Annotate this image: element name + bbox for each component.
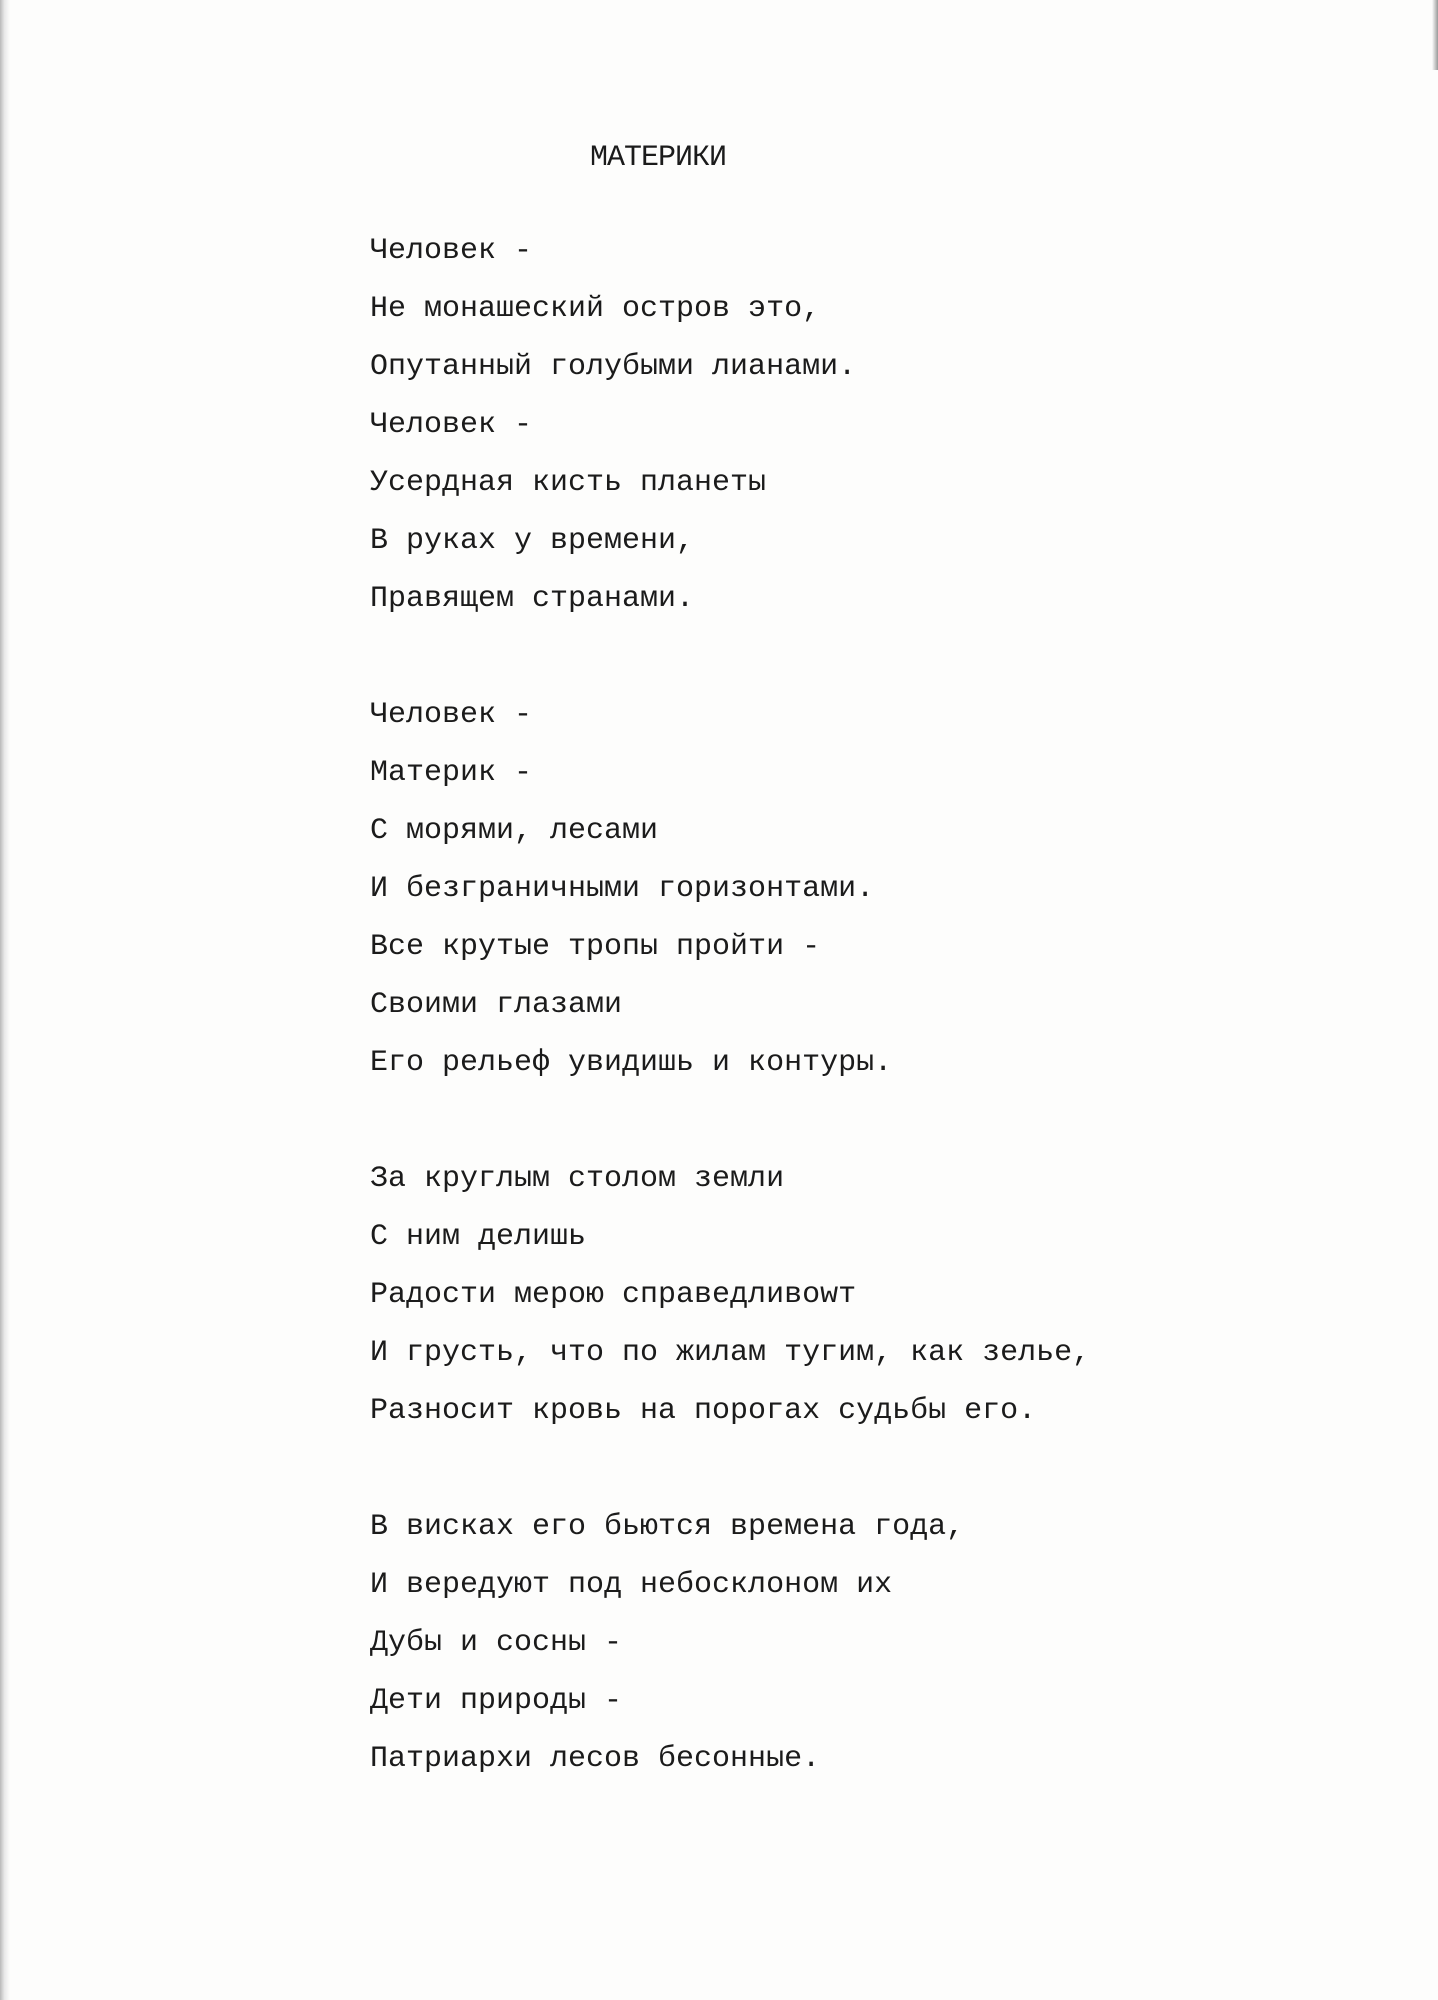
stanza-2 bbox=[370, 686, 1370, 1092]
stanza-4 bbox=[370, 1498, 1370, 1788]
scan-edge-shadow bbox=[0, 0, 10, 2000]
poem-line: С морями, лесами bbox=[370, 814, 659, 848]
poem-line: Радости мерою справедливоwт bbox=[370, 1278, 857, 1312]
stanza-1 bbox=[370, 222, 1370, 628]
poem-line: В руках у времени, bbox=[370, 524, 695, 558]
poem-line: С ним делишь bbox=[370, 1220, 587, 1254]
poem-line: Человек - bbox=[370, 408, 533, 442]
poem-line: Не монашеский остров это, bbox=[370, 292, 821, 326]
stanza-3 bbox=[370, 1150, 1370, 1440]
poem-line: Правящем странами. bbox=[370, 582, 695, 616]
scan-corner-mark bbox=[1432, 0, 1438, 70]
poem-line: Человек - bbox=[370, 698, 533, 732]
poem-title: МАТЕРИКИ bbox=[589, 141, 727, 175]
poem-line: И безграничными горизонтами. bbox=[370, 872, 875, 906]
poem-line: В висках его бьются времена года, bbox=[370, 1510, 965, 1544]
poem-line: Своими глазами bbox=[370, 988, 623, 1022]
poem-line: Его рельеф увидишь и контуры. bbox=[370, 1046, 893, 1080]
poem-body bbox=[370, 222, 1370, 1846]
poem-line: Дубы и сосны - bbox=[370, 1626, 623, 1660]
poem-line: Патриархи лесов бесонные. bbox=[370, 1742, 821, 1776]
poem-line: И грусть, что по жилам тугим, как зелье, bbox=[370, 1336, 1091, 1370]
poem-line: Усердная кисть планеты bbox=[370, 466, 767, 500]
poem-line: Разносит кровь на порогах судьбы его. bbox=[370, 1394, 1037, 1428]
poem-line: За круглым столом земли bbox=[370, 1162, 785, 1196]
poem-line: Опутанный голубыми лианами. bbox=[370, 350, 857, 384]
poem-line: И вередуют под небосклоном их bbox=[370, 1568, 893, 1602]
poem-line: Дети природы - bbox=[370, 1684, 623, 1718]
poem-line: Материк - bbox=[370, 756, 533, 790]
poem-line: Человек - bbox=[370, 234, 533, 268]
poem-line: Все крутые тропы пройти - bbox=[370, 930, 821, 964]
